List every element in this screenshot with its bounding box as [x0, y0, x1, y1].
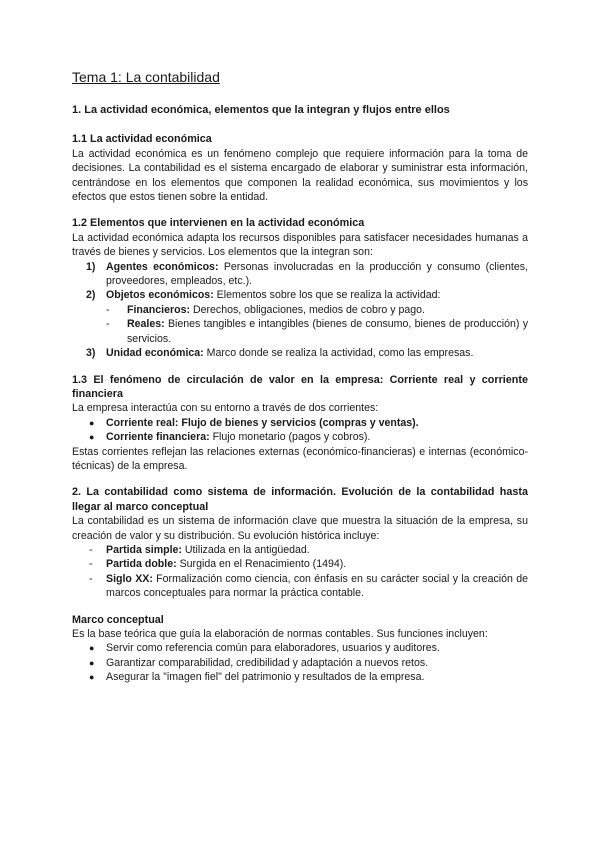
- bullet-text: Asegurar la "imagen fiel" del patrimonio y resultados de la empresa.: [106, 671, 425, 684]
- section-1-1-text: La actividad económica es un fenómeno complejo que requiere información para la toma de decisiones. La contabilidad es el sistema encargado de elaborar y suministrar esta información, centrándose en los elementos que componen la realidad económica, sus movimientos y los efectos que estos tienen sobre la entidad.: [72, 147, 528, 204]
- bullet-item: [72, 641, 528, 655]
- sublist-text: Bienes tangibles e intangibles (bienes de consumo, bienes de producción) y servicios.: [127, 318, 528, 345]
- list-item: [72, 572, 528, 601]
- dash-marker: -: [106, 303, 110, 316]
- elements-list-cont: [72, 346, 528, 360]
- bullet-marker: ●: [89, 643, 95, 654]
- bullet-marker: ●: [89, 657, 95, 668]
- dash-marker: -: [89, 543, 93, 556]
- sublist-term: Financieros:: [127, 303, 190, 316]
- list-text: Marco donde se realiza la actividad, como las empresas.: [203, 347, 474, 360]
- list-term: Objetos económicos:: [106, 289, 214, 302]
- bullet-text: Flujo monetario (pagos y cobros).: [209, 431, 371, 444]
- bullet-text: Garantizar comparabilidad, credibilidad y adaptación a nuevos retos.: [106, 656, 429, 669]
- list-term: Partida simple:: [106, 543, 182, 556]
- list-text: Formalización como ciencia, con énfasis en su carácter social y la creación de marcos conceptuales para normar la práctica contable.: [106, 572, 528, 600]
- functions-list: [72, 641, 528, 684]
- bullet-marker: ●: [89, 672, 95, 683]
- sublist-item: [72, 317, 528, 346]
- bullet-term: Corriente real: Flujo de bienes y servicios (compras y ventas).: [106, 416, 419, 429]
- sublist-item: [72, 303, 528, 317]
- bullet-marker: ●: [89, 432, 95, 443]
- bullet-item: [72, 416, 528, 430]
- list-item: [72, 288, 528, 302]
- page-title: Tema 1: La contabilidad: [72, 69, 220, 85]
- list-term: Siglo XX:: [106, 572, 153, 585]
- list-term: Unidad económica:: [106, 347, 204, 360]
- section-1-heading: 1. La actividad económica, elementos que la integran y flujos entre ellos: [72, 104, 450, 116]
- list-text: Utilizada en la antigüedad.: [181, 543, 310, 556]
- dash-marker: -: [106, 318, 110, 331]
- list-term: Agentes económicos:: [106, 260, 219, 273]
- sublist-term: Reales:: [127, 318, 165, 331]
- list-text: Surgida en el Renacimiento (1494).: [176, 558, 347, 571]
- list-text: Personas involucradas en la producción y consumo (clientes, proveedores, empleados, etc.).: [106, 260, 528, 288]
- dash-marker: -: [89, 572, 93, 585]
- list-number: 3): [86, 347, 96, 360]
- list-item: [72, 260, 528, 289]
- section-1-3-heading: 1.3 El fenómeno de circulación de valor en la empresa: Corriente real y corriente financiera: [72, 373, 528, 400]
- list-term: Partida doble:: [106, 558, 177, 571]
- bullet-item: [72, 430, 528, 444]
- list-item: [72, 543, 528, 557]
- objects-sublist: [72, 303, 528, 346]
- bullet-item: [72, 656, 528, 670]
- section-1-1-heading: 1.1 La actividad económica: [72, 133, 212, 146]
- list-number: 1): [86, 260, 96, 273]
- marco-conceptual-intro: Es la base teórica que guía la elaboración de normas contables. Sus funciones incluyen:: [72, 628, 488, 640]
- section-1-3-outro: Estas corrientes reflejan las relaciones externas (económico-financieras) e internas (económico-técnicas) de la empresa.: [72, 445, 528, 472]
- currents-list: [72, 416, 528, 445]
- section-1-2-intro: La actividad económica adapta los recursos disponibles para satisfacer necesidades humanas a través de bienes y servicios. Los elementos que la integran son:: [72, 231, 528, 259]
- section-2-intro: La contabilidad es un sistema de información clave que muestra la situación de la empresa, su creación de valor y su distribución. Su evolución histórica incluye:: [72, 515, 528, 542]
- bullet-item: [72, 670, 528, 684]
- document-page: [72, 68, 528, 685]
- elements-list: [72, 260, 528, 303]
- list-text: Elementos sobre los que se realiza la actividad:: [213, 289, 441, 302]
- dash-marker: -: [89, 558, 93, 571]
- section-1-3-intro: La empresa interactúa con su entorno a través de dos corrientes:: [72, 402, 379, 415]
- list-item: [72, 346, 528, 360]
- section-2-heading: 2. La contabilidad como sistema de información. Evolución de la contabilidad hasta llegar al marco conceptual: [72, 486, 528, 513]
- bullet-term: Corriente financiera:: [106, 431, 210, 444]
- list-item: [72, 557, 528, 571]
- evolution-list: [72, 543, 528, 601]
- sublist-text: Derechos, obligaciones, medios de cobro y pago.: [190, 303, 425, 316]
- bullet-text: Servir como referencia común para elaboradores, usuarios y auditores.: [106, 642, 440, 655]
- section-1-2-heading: 1.2 Elementos que intervienen en la actividad económica: [72, 217, 365, 230]
- marco-conceptual-heading: Marco conceptual: [72, 613, 164, 626]
- list-number: 2): [86, 289, 96, 302]
- bullet-marker: ●: [89, 417, 95, 428]
